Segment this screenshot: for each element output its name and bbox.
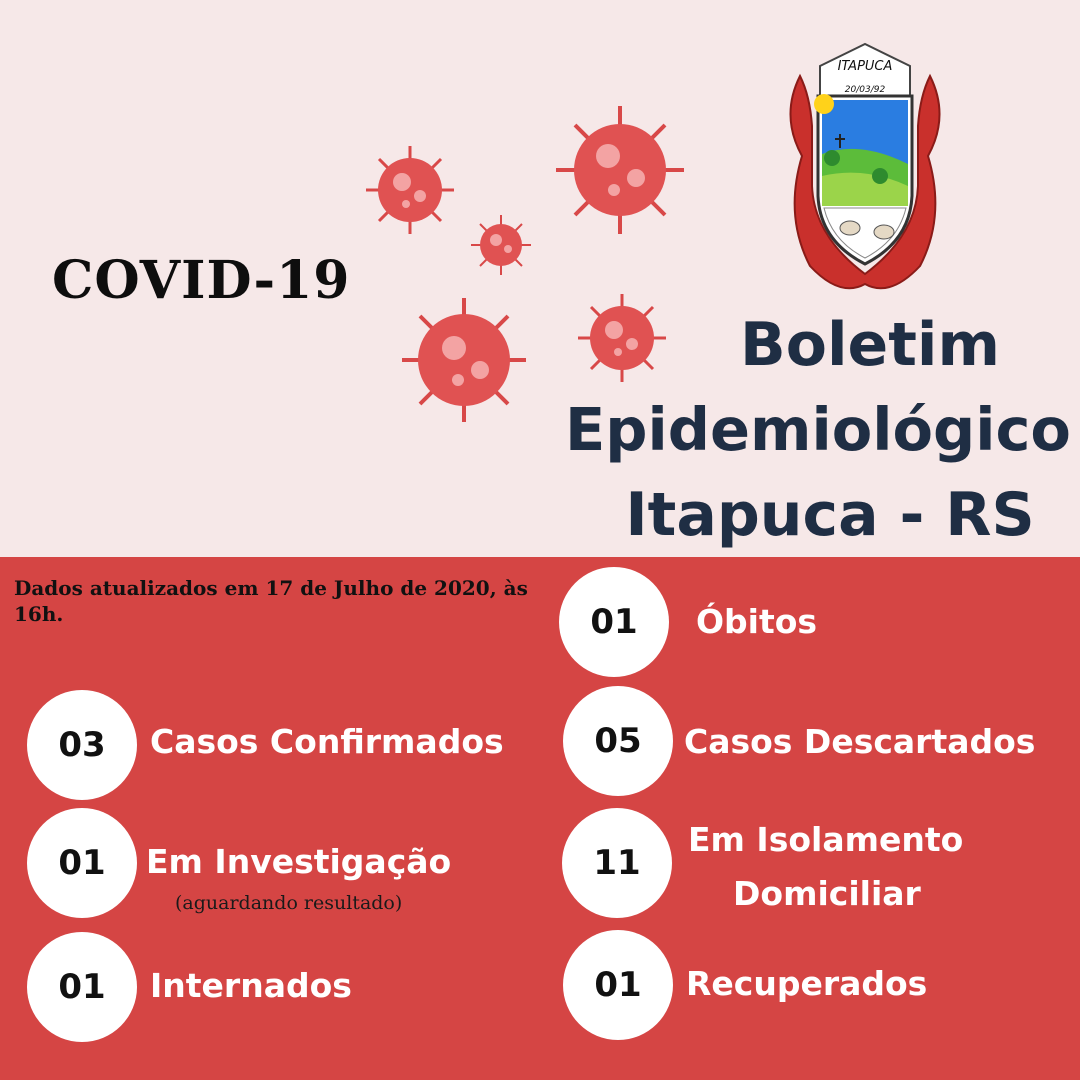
isolamento-count: 11 (562, 808, 672, 918)
virus-icon (468, 212, 534, 278)
isolamento-label-line2: Domiciliar (733, 874, 921, 913)
confirmados-label: Casos Confirmados (150, 722, 504, 761)
recuperados-count: 01 (563, 930, 673, 1040)
virus-icon (550, 100, 690, 240)
recuperados-label: Recuperados (686, 964, 928, 1003)
obitos-label: Óbitos (696, 602, 818, 641)
obitos-count: 01 (559, 567, 669, 677)
virus-icon (396, 292, 532, 428)
bulletin-title-line3: Itapuca - RS (625, 480, 1035, 550)
investigacao-note: (aguardando resultado) (175, 892, 403, 914)
bulletin-title-line2: Epidemiológico (565, 395, 1071, 464)
investigacao-label: Em Investigação (146, 842, 452, 881)
coat-of-arms-logo (780, 36, 950, 296)
svg-text:ITAPUCA: ITAPUCA (837, 59, 893, 74)
covid-title: COVID-19 (52, 250, 351, 311)
update-note: Dados atualizados em 17 de Julho de 2020, às 16h. (14, 576, 528, 626)
isolamento-label-line1: Em Isolamento (688, 820, 964, 859)
virus-icon (360, 140, 460, 240)
internados-count: 01 (27, 932, 137, 1042)
descartados-label: Casos Descartados (684, 722, 1036, 761)
descartados-count: 05 (563, 686, 673, 796)
virus-icon (572, 288, 672, 388)
investigacao-count: 01 (27, 808, 137, 918)
internados-label: Internados (150, 966, 352, 1005)
confirmados-count: 03 (27, 690, 137, 800)
svg-text:20/03/92: 20/03/92 (844, 85, 886, 95)
bulletin-title-line1: Boletim (740, 310, 1000, 380)
